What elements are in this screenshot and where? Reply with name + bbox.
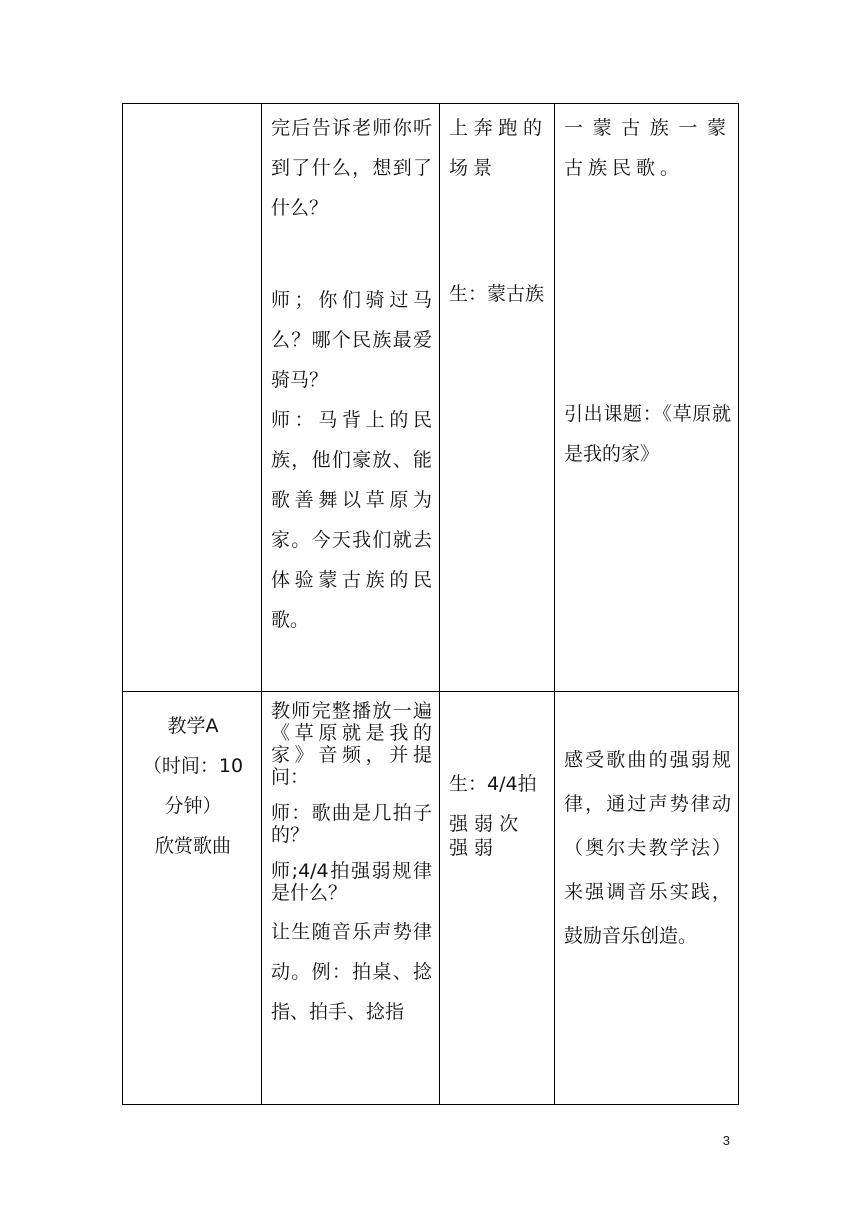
teacher-text: 师：马背上的民族，他们豪放、能歌善舞以草原为家。今天我们就去体验蒙古族的民歌。 bbox=[271, 409, 432, 631]
intent-text: 感受歌曲的强弱规律，通过声势律动（奥尔夫教学法）来强调音乐实践，鼓励音乐创造。 bbox=[564, 749, 731, 947]
intent-text: 引出课题：《草原就是我的家》 bbox=[564, 403, 731, 465]
teacher-text: 教师完整播放一遍《草原就是我的家》音频，并提问： bbox=[271, 700, 432, 788]
design-intent-cell bbox=[555, 104, 739, 692]
stage-text: 教学A bbox=[167, 715, 219, 737]
student-text: 强 弱 次 bbox=[449, 813, 519, 835]
student-text: 强 弱 bbox=[449, 837, 494, 859]
teacher-text: 完后告诉老师你听到了什么，想到了什么？ bbox=[271, 117, 432, 219]
student-text: 生：蒙古族 bbox=[449, 283, 545, 305]
teacher-text: 师；你们骑过马么？哪个民族最爱骑马？ bbox=[271, 289, 432, 391]
design-intent-cell bbox=[555, 692, 739, 1105]
teacher-text: 师;4/4拍强弱规律是什么？ bbox=[271, 860, 432, 904]
intent-text: 一蒙古族一蒙古族民歌。 bbox=[564, 117, 731, 179]
teacher-activity-cell bbox=[262, 692, 440, 1105]
student-activity-cell bbox=[440, 104, 555, 692]
stage-text: （时间：10 bbox=[142, 755, 244, 777]
teacher-activity-cell bbox=[262, 104, 440, 692]
lesson-plan-table bbox=[122, 103, 739, 1105]
page-number: 3 bbox=[722, 1133, 730, 1148]
stage-text: 分钟） bbox=[164, 795, 222, 817]
student-activity-cell bbox=[440, 692, 555, 1105]
student-text: 上奔跑的场景 bbox=[449, 117, 547, 179]
student-text: 生：4/4拍 bbox=[449, 773, 537, 795]
teacher-text: 师：歌曲是几拍子的？ bbox=[271, 802, 432, 846]
stage-cell bbox=[123, 692, 262, 1105]
table-row bbox=[123, 104, 739, 692]
table-row bbox=[123, 692, 739, 1105]
stage-cell bbox=[123, 104, 262, 692]
teacher-text: 让生随音乐声势律动。例：拍桌、捻指、拍手、捻指 bbox=[271, 921, 432, 1023]
stage-text: 欣赏歌曲 bbox=[154, 835, 231, 857]
